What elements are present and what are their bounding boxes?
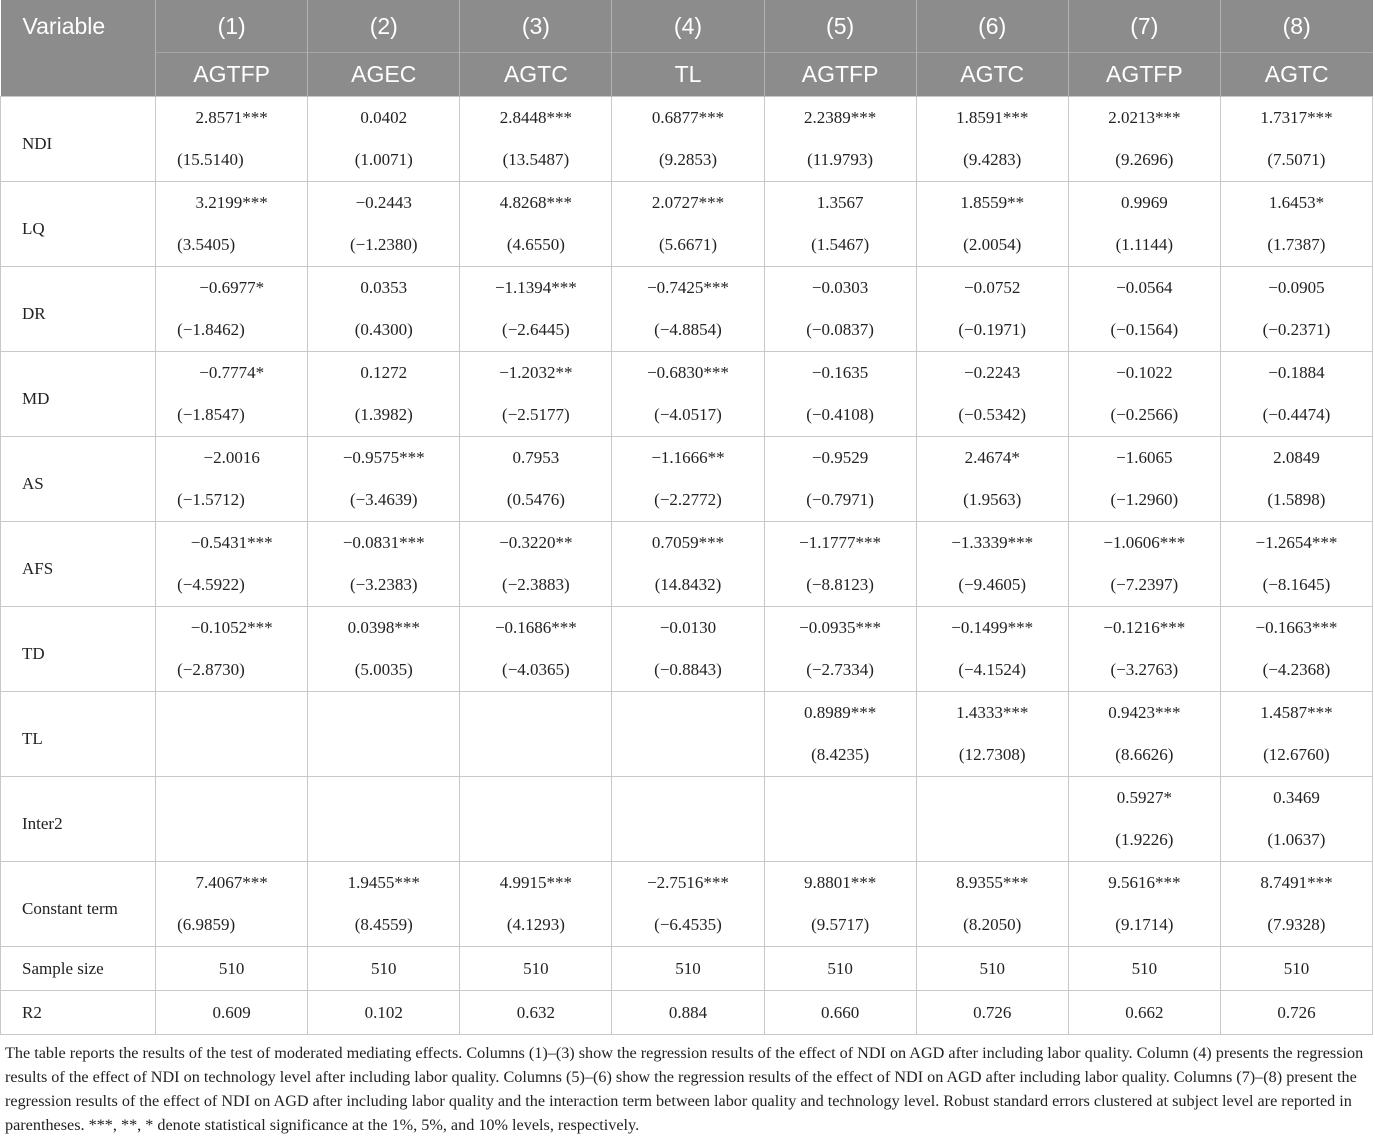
coefficient-cell: 8.9355*** <box>916 862 1068 905</box>
t-statistic-cell: (4.6550) <box>460 224 612 267</box>
t-statistic-cell: (5.6671) <box>612 224 764 267</box>
coefficient-cell <box>612 692 764 735</box>
coefficient-cell: 0.7953 <box>460 437 612 480</box>
t-statistic-cell: (2.0054) <box>916 224 1068 267</box>
header-dependent-variable: AGTFP <box>156 53 308 97</box>
t-statistic-cell: (1.5898) <box>1220 479 1372 522</box>
table-row <box>1 564 1373 607</box>
coefficient-cell: −0.1216*** <box>1068 607 1220 650</box>
header-dependent-variable: AGEC <box>308 53 460 97</box>
row-label: AS <box>1 437 156 522</box>
table-row <box>1 479 1373 522</box>
coefficient-cell: −0.5431*** <box>156 522 308 565</box>
coefficient-cell: 1.4587*** <box>1220 692 1372 735</box>
header-column-number: (3) <box>460 0 612 53</box>
header-blank <box>1 53 156 97</box>
t-statistic-cell <box>612 734 764 777</box>
coefficient-cell: −0.9529 <box>764 437 916 480</box>
coefficient-cell: −0.1052*** <box>156 607 308 650</box>
coefficient-cell: −0.7425*** <box>612 267 764 310</box>
t-statistic-cell: (−0.1564) <box>1068 309 1220 352</box>
summary-value-cell: 510 <box>1068 947 1220 991</box>
coefficient-cell: −0.1686*** <box>460 607 612 650</box>
t-statistic-cell: (−1.2960) <box>1068 479 1220 522</box>
coefficient-cell: −0.0303 <box>764 267 916 310</box>
summary-value-cell: 0.726 <box>916 991 1068 1035</box>
coefficient-cell: −1.1666** <box>612 437 764 480</box>
coefficient-cell <box>308 777 460 820</box>
t-statistic-cell: (−8.8123) <box>764 564 916 607</box>
coefficient-cell: 0.0402 <box>308 97 460 140</box>
t-statistic-cell: (−4.8854) <box>612 309 764 352</box>
t-statistic-cell: (9.1714) <box>1068 904 1220 947</box>
coefficient-cell: 9.8801*** <box>764 862 916 905</box>
t-statistic-cell: (−0.5342) <box>916 394 1068 437</box>
summary-value-cell: 510 <box>916 947 1068 991</box>
coefficient-cell: 1.3567 <box>764 182 916 225</box>
coefficient-cell: −0.0905 <box>1220 267 1372 310</box>
coefficient-cell: 0.6877*** <box>612 97 764 140</box>
t-statistic-cell: (12.7308) <box>916 734 1068 777</box>
table-row <box>1 734 1373 777</box>
t-statistic-cell: (−2.3883) <box>460 564 612 607</box>
summary-value-cell: 510 <box>460 947 612 991</box>
summary-value-cell: 510 <box>612 947 764 991</box>
t-statistic-cell: (8.4235) <box>764 734 916 777</box>
header-column-number: (6) <box>916 0 1068 53</box>
table-note: The table reports the results of the test of moderated mediating effects. Columns (1)–(3) show the regression results of the effect of NDI on AGD after including labor quality. Column (4) presents the regression results of the effect of NDI on technology level after including labor quality. Columns (5)–(6) show the regression results of the effect of NDI on AGD after including labor quality. Columns (7)–(8) present the regression results of the effect of NDI on AGD after including labor quality and the interaction term between labor quality and technology level. Robust standard errors clustered at subject level are reported in parentheses. ***, **, * denote statistical significance at the 1%, 5%, and 10% levels, respectively. <box>5 1044 1364 1134</box>
t-statistic-cell: (−0.2566) <box>1068 394 1220 437</box>
t-statistic-cell: (−2.7334) <box>764 649 916 692</box>
t-statistic-cell: (−7.2397) <box>1068 564 1220 607</box>
coefficient-cell: 9.5616*** <box>1068 862 1220 905</box>
header-column-number: (8) <box>1220 0 1372 53</box>
header-variable: Variable <box>1 0 156 53</box>
summary-value-cell: 510 <box>1220 947 1372 991</box>
t-statistic-cell: (−2.8730) <box>156 649 308 692</box>
t-statistic-cell: (−0.1971) <box>916 309 1068 352</box>
coefficient-cell: 0.0353 <box>308 267 460 310</box>
summary-value-cell: 0.662 <box>1068 991 1220 1035</box>
header-dependent-variable: AGTC <box>1220 53 1372 97</box>
t-statistic-cell: (−3.4639) <box>308 479 460 522</box>
coefficient-cell: −0.0564 <box>1068 267 1220 310</box>
coefficient-cell: 0.0398*** <box>308 607 460 650</box>
coefficient-cell: −0.6977* <box>156 267 308 310</box>
coefficient-cell: 1.9455*** <box>308 862 460 905</box>
coefficient-cell: −1.2654*** <box>1220 522 1372 565</box>
t-statistic-cell: (−0.4108) <box>764 394 916 437</box>
coefficient-cell: −0.0752 <box>916 267 1068 310</box>
coefficient-cell: 1.8559** <box>916 182 1068 225</box>
coefficient-cell: 2.0727*** <box>612 182 764 225</box>
t-statistic-cell: (−8.1645) <box>1220 564 1372 607</box>
t-statistic-cell: (15.5140) <box>156 139 308 182</box>
coefficient-cell: 2.2389*** <box>764 97 916 140</box>
header-dependent-variable: AGTC <box>460 53 612 97</box>
summary-value-cell: 510 <box>764 947 916 991</box>
coefficient-cell: −1.0606*** <box>1068 522 1220 565</box>
table-body <box>1 97 1373 1035</box>
table-row <box>1 309 1373 352</box>
table-row <box>1 607 1373 650</box>
coefficient-cell: 1.8591*** <box>916 97 1068 140</box>
coefficient-cell: −0.9575*** <box>308 437 460 480</box>
t-statistic-cell <box>612 819 764 862</box>
coefficient-cell: −0.1635 <box>764 352 916 395</box>
coefficient-cell: −1.6065 <box>1068 437 1220 480</box>
t-statistic-cell: (7.5071) <box>1220 139 1372 182</box>
table-row <box>1 904 1373 947</box>
header-column-number: (5) <box>764 0 916 53</box>
table-row <box>1 352 1373 395</box>
coefficient-cell: 0.5927* <box>1068 777 1220 820</box>
row-label: AFS <box>1 522 156 607</box>
t-statistic-cell <box>156 734 308 777</box>
coefficient-cell: 3.2199*** <box>156 182 308 225</box>
t-statistic-cell: (0.5476) <box>460 479 612 522</box>
coefficient-cell <box>308 692 460 735</box>
summary-value-cell: 0.884 <box>612 991 764 1035</box>
coefficient-cell <box>916 777 1068 820</box>
coefficient-cell: 1.6453* <box>1220 182 1372 225</box>
table-row <box>1 692 1373 735</box>
t-statistic-cell: (−9.4605) <box>916 564 1068 607</box>
t-statistic-cell <box>916 819 1068 862</box>
t-statistic-cell: (−0.8843) <box>612 649 764 692</box>
t-statistic-cell: (12.6760) <box>1220 734 1372 777</box>
coefficient-cell <box>460 692 612 735</box>
coefficient-cell: 7.4067*** <box>156 862 308 905</box>
header-column-number: (1) <box>156 0 308 53</box>
coefficient-cell <box>156 692 308 735</box>
coefficient-cell: −0.1663*** <box>1220 607 1372 650</box>
coefficient-cell: −0.3220** <box>460 522 612 565</box>
coefficient-cell <box>764 777 916 820</box>
coefficient-cell: 2.8448*** <box>460 97 612 140</box>
coefficient-cell: −2.7516*** <box>612 862 764 905</box>
t-statistic-cell <box>308 734 460 777</box>
t-statistic-cell: (1.7387) <box>1220 224 1372 267</box>
t-statistic-cell: (0.4300) <box>308 309 460 352</box>
row-label: Inter2 <box>1 777 156 862</box>
table-row <box>1 139 1373 182</box>
summary-value-cell: 0.632 <box>460 991 612 1035</box>
coefficient-cell: 2.0213*** <box>1068 97 1220 140</box>
coefficient-cell: −1.2032** <box>460 352 612 395</box>
row-label: Constant term <box>1 862 156 947</box>
t-statistic-cell: (−0.7971) <box>764 479 916 522</box>
row-label: TL <box>1 692 156 777</box>
table-row <box>1 394 1373 437</box>
t-statistic-cell <box>308 819 460 862</box>
coefficient-cell: 0.1272 <box>308 352 460 395</box>
summary-value-cell: 0.102 <box>308 991 460 1035</box>
coefficient-cell <box>460 777 612 820</box>
header-column-number: (7) <box>1068 0 1220 53</box>
t-statistic-cell: (5.0035) <box>308 649 460 692</box>
coefficient-cell <box>156 777 308 820</box>
t-statistic-cell: (1.9563) <box>916 479 1068 522</box>
coefficient-cell: 1.7317*** <box>1220 97 1372 140</box>
t-statistic-cell: (−0.0837) <box>764 309 916 352</box>
t-statistic-cell: (9.2696) <box>1068 139 1220 182</box>
t-statistic-cell: (−1.5712) <box>156 479 308 522</box>
t-statistic-cell: (−0.2371) <box>1220 309 1372 352</box>
t-statistic-cell: (−4.1524) <box>916 649 1068 692</box>
row-label: TD <box>1 607 156 692</box>
table-row <box>1 182 1373 225</box>
coefficient-cell: −0.2243 <box>916 352 1068 395</box>
t-statistic-cell: (−2.2772) <box>612 479 764 522</box>
t-statistic-cell: (7.9328) <box>1220 904 1372 947</box>
coefficient-cell: 4.9915*** <box>460 862 612 905</box>
coefficient-cell: −0.6830*** <box>612 352 764 395</box>
table-row <box>1 267 1373 310</box>
t-statistic-cell: (1.3982) <box>308 394 460 437</box>
t-statistic-cell: (8.2050) <box>916 904 1068 947</box>
table-row <box>1 777 1373 820</box>
coefficient-cell: −0.0935*** <box>764 607 916 650</box>
t-statistic-cell: (−2.5177) <box>460 394 612 437</box>
header-column-number: (2) <box>308 0 460 53</box>
coefficient-cell: 2.0849 <box>1220 437 1372 480</box>
summary-row <box>1 947 1373 991</box>
t-statistic-cell: (1.1144) <box>1068 224 1220 267</box>
t-statistic-cell: (1.0071) <box>308 139 460 182</box>
coefficient-cell: 8.7491*** <box>1220 862 1372 905</box>
t-statistic-cell: (6.9859) <box>156 904 308 947</box>
summary-value-cell: 0.726 <box>1220 991 1372 1035</box>
t-statistic-cell: (4.1293) <box>460 904 612 947</box>
t-statistic-cell: (1.0637) <box>1220 819 1372 862</box>
t-statistic-cell <box>764 819 916 862</box>
header-dependent-variable: AGTC <box>916 53 1068 97</box>
table-row <box>1 97 1373 140</box>
summary-value-cell: 0.609 <box>156 991 308 1035</box>
t-statistic-cell: (−4.2368) <box>1220 649 1372 692</box>
coefficient-cell: 2.4674* <box>916 437 1068 480</box>
t-statistic-cell: (−1.8462) <box>156 309 308 352</box>
coefficient-cell: −0.0130 <box>612 607 764 650</box>
t-statistic-cell: (−1.8547) <box>156 394 308 437</box>
coefficient-cell: 4.8268*** <box>460 182 612 225</box>
header-dependent-variable: AGTFP <box>764 53 916 97</box>
t-statistic-cell: (−2.6445) <box>460 309 612 352</box>
t-statistic-cell: (−4.5922) <box>156 564 308 607</box>
coefficient-cell: 0.3469 <box>1220 777 1372 820</box>
table-row <box>1 819 1373 862</box>
t-statistic-cell: (−6.4535) <box>612 904 764 947</box>
coefficient-cell: −1.1394*** <box>460 267 612 310</box>
summary-value-cell: 510 <box>308 947 460 991</box>
t-statistic-cell: (14.8432) <box>612 564 764 607</box>
summary-row <box>1 991 1373 1035</box>
coefficient-cell: −1.1777*** <box>764 522 916 565</box>
coefficient-cell: −0.2443 <box>308 182 460 225</box>
table-row <box>1 862 1373 905</box>
table-row <box>1 437 1373 480</box>
row-label: NDI <box>1 97 156 182</box>
summary-label: R2 <box>1 991 156 1035</box>
header-column-number: (4) <box>612 0 764 53</box>
t-statistic-cell <box>460 734 612 777</box>
table-row <box>1 522 1373 565</box>
t-statistic-cell: (8.6626) <box>1068 734 1220 777</box>
row-label: MD <box>1 352 156 437</box>
coefficient-cell: −0.0831*** <box>308 522 460 565</box>
table-row <box>1 224 1373 267</box>
coefficient-cell: 2.8571*** <box>156 97 308 140</box>
t-statistic-cell <box>156 819 308 862</box>
coefficient-cell: −0.1884 <box>1220 352 1372 395</box>
t-statistic-cell: (8.4559) <box>308 904 460 947</box>
t-statistic-cell <box>460 819 612 862</box>
table-row <box>1 649 1373 692</box>
coefficient-cell: 0.9969 <box>1068 182 1220 225</box>
summary-label: Sample size <box>1 947 156 991</box>
coefficient-cell: −2.0016 <box>156 437 308 480</box>
header-dependent-variable: AGTFP <box>1068 53 1220 97</box>
summary-value-cell: 510 <box>156 947 308 991</box>
t-statistic-cell: (−3.2383) <box>308 564 460 607</box>
coefficient-cell: −0.7774* <box>156 352 308 395</box>
t-statistic-cell: (9.2853) <box>612 139 764 182</box>
coefficient-cell <box>612 777 764 820</box>
coefficient-cell: 0.7059*** <box>612 522 764 565</box>
t-statistic-cell: (9.5717) <box>764 904 916 947</box>
t-statistic-cell: (13.5487) <box>460 139 612 182</box>
t-statistic-cell: (9.4283) <box>916 139 1068 182</box>
t-statistic-cell: (−4.0365) <box>460 649 612 692</box>
coefficient-cell: 0.8989*** <box>764 692 916 735</box>
t-statistic-cell: (1.9226) <box>1068 819 1220 862</box>
table-header <box>1 0 1373 97</box>
t-statistic-cell: (1.5467) <box>764 224 916 267</box>
coefficient-cell: −1.3339*** <box>916 522 1068 565</box>
coefficient-cell: −0.1022 <box>1068 352 1220 395</box>
t-statistic-cell: (−4.0517) <box>612 394 764 437</box>
coefficient-cell: 1.4333*** <box>916 692 1068 735</box>
t-statistic-cell: (11.9793) <box>764 139 916 182</box>
t-statistic-cell: (−3.2763) <box>1068 649 1220 692</box>
t-statistic-cell: (3.5405) <box>156 224 308 267</box>
summary-value-cell: 0.660 <box>764 991 916 1035</box>
row-label: DR <box>1 267 156 352</box>
row-label: LQ <box>1 182 156 267</box>
coefficient-cell: −0.1499*** <box>916 607 1068 650</box>
coefficient-cell: 0.9423*** <box>1068 692 1220 735</box>
t-statistic-cell: (−1.2380) <box>308 224 460 267</box>
t-statistic-cell: (−0.4474) <box>1220 394 1372 437</box>
header-dependent-variable: TL <box>612 53 764 97</box>
